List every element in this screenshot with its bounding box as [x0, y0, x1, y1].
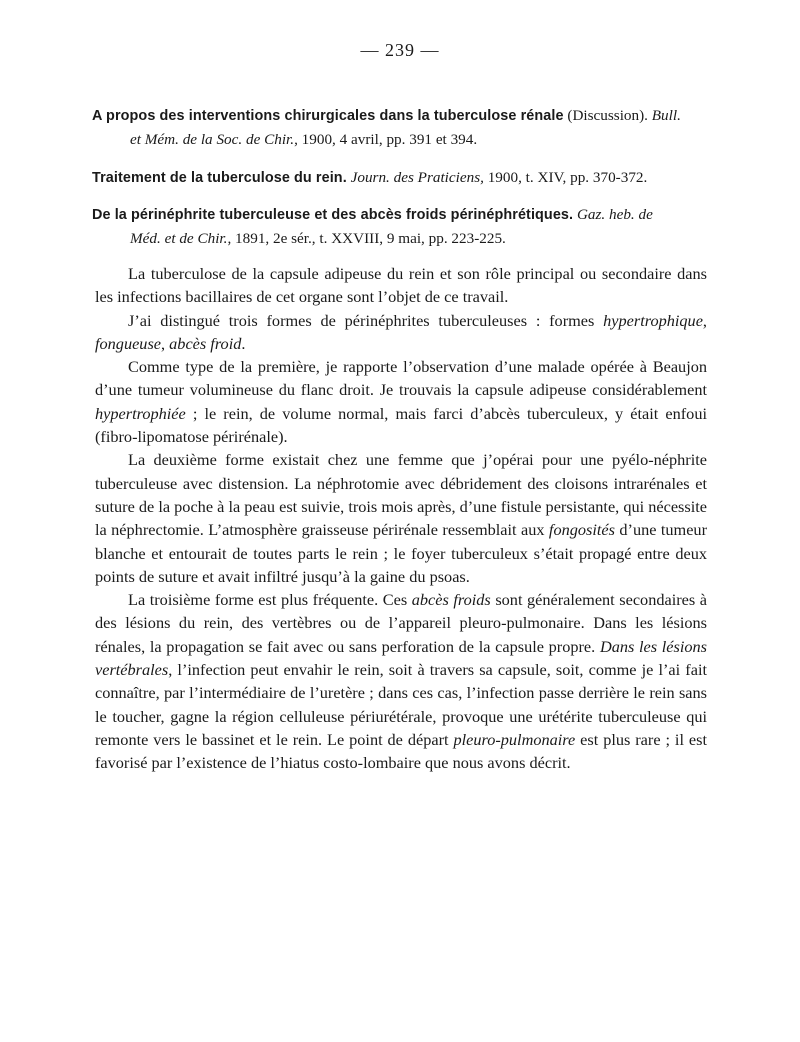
reference-source: Bull. [651, 107, 681, 124]
reference-continuation [92, 128, 712, 151]
reference-title: De la périnéphrite tuberculeuse et des abcès froids périnéphrétiques. [92, 207, 574, 223]
reference-details: , 1891, 2e sér., t. XXVIII, 9 mai, pp. 223-225. [227, 230, 506, 247]
reference-journal: Journ. des Praticiens, [346, 169, 484, 186]
reference-journal: et Mém. de la Soc. de Chir. [130, 131, 295, 148]
paragraph-1: La tuberculose de la capsule adipeuse du rein et son rôle principal ou secondaire dans les infections bacillaires de cet organe sont l’objet de ce travail. [95, 264, 707, 307]
paragraph-4: La deuxième forme existait chez une femme que j’opérai pour une pyélo-néphrite tuberculeuse avec distension. La néphrotomie avec débridement des cloisons intrarénales et suture de la poche à la peau est suivie, trois mois après, d’une fistule persistante, qui nécessite la néphrectomie. L’atmosphère graisseuse périrénale ressemblait aux fongosités d’une tumeur blanche et entourait de toutes parts le rein ; le foyer tuberculeux s’était propagé entre deux points de suture et avait infiltré jusqu’à la gaine du psoas. [95, 450, 707, 586]
reference-title: Traitement de la tuberculose du rein. [92, 170, 347, 186]
reference-journal: Méd. et de Chir. [130, 230, 228, 247]
reference-continuation [92, 227, 712, 250]
reference-title: A propos des interventions chirurgicales dans la tuberculose rénale [92, 108, 564, 124]
reference-details: , 1900, 4 avril, pp. 391 et 394. [294, 131, 478, 148]
reference-item [92, 104, 712, 151]
reference-source: Gaz. heb. de [573, 206, 653, 223]
paragraph-2: J’ai distingué trois formes de périnéphrites tuberculeuses : formes hypertrophique, fongueuse, abcès froid. [95, 310, 707, 353]
paragraph-5: La troisième forme est plus fréquente. Ces abcès froids sont généralement secondaires à des lésions du rein, des vertèbres ou de l’appareil pleuro-pulmonaire. Dans les lésions rénales, la propagation se fait avec ou sans perforation de la capsule propre. Dans les lésions vertébrales, l’infection peut envahir le rein, soit à travers sa capsule, soit, comme je l’ai fait connaître, par l’intermédiaire de l’uretère ; dans ces cas, l’infection passe derrière le rein sans le toucher, gagne la région celluleuse périurétérale, provoque une urétérite tuberculeuse qui remonte vers le bassinet et le rein. Le point de départ pleuro-pulmonaire est plus rare ; il est favorisé par l’existence de l’hiatus costo-lombaire que nous avons décrit. [95, 590, 708, 773]
body-text [95, 262, 707, 775]
page-number: — 239 — [360, 40, 440, 60]
reference-item [92, 166, 712, 190]
reference-note: (Discussion). [563, 107, 652, 124]
reference-details: 1900, t. XIV, pp. 370-372. [483, 169, 648, 186]
paragraph-3: Comme type de la première, je rapporte l’observation d’une malade opérée à Beaujon d’une tumeur volumineuse du flanc droit. Je trouvais la capsule adipeuse considérablement hypertrophiée ; le rein, de volume normal, mais farci d’abcès tuberculeux, y était enfoui (fibro-lipomatose périrénale). [95, 357, 707, 447]
reference-item [92, 203, 712, 250]
